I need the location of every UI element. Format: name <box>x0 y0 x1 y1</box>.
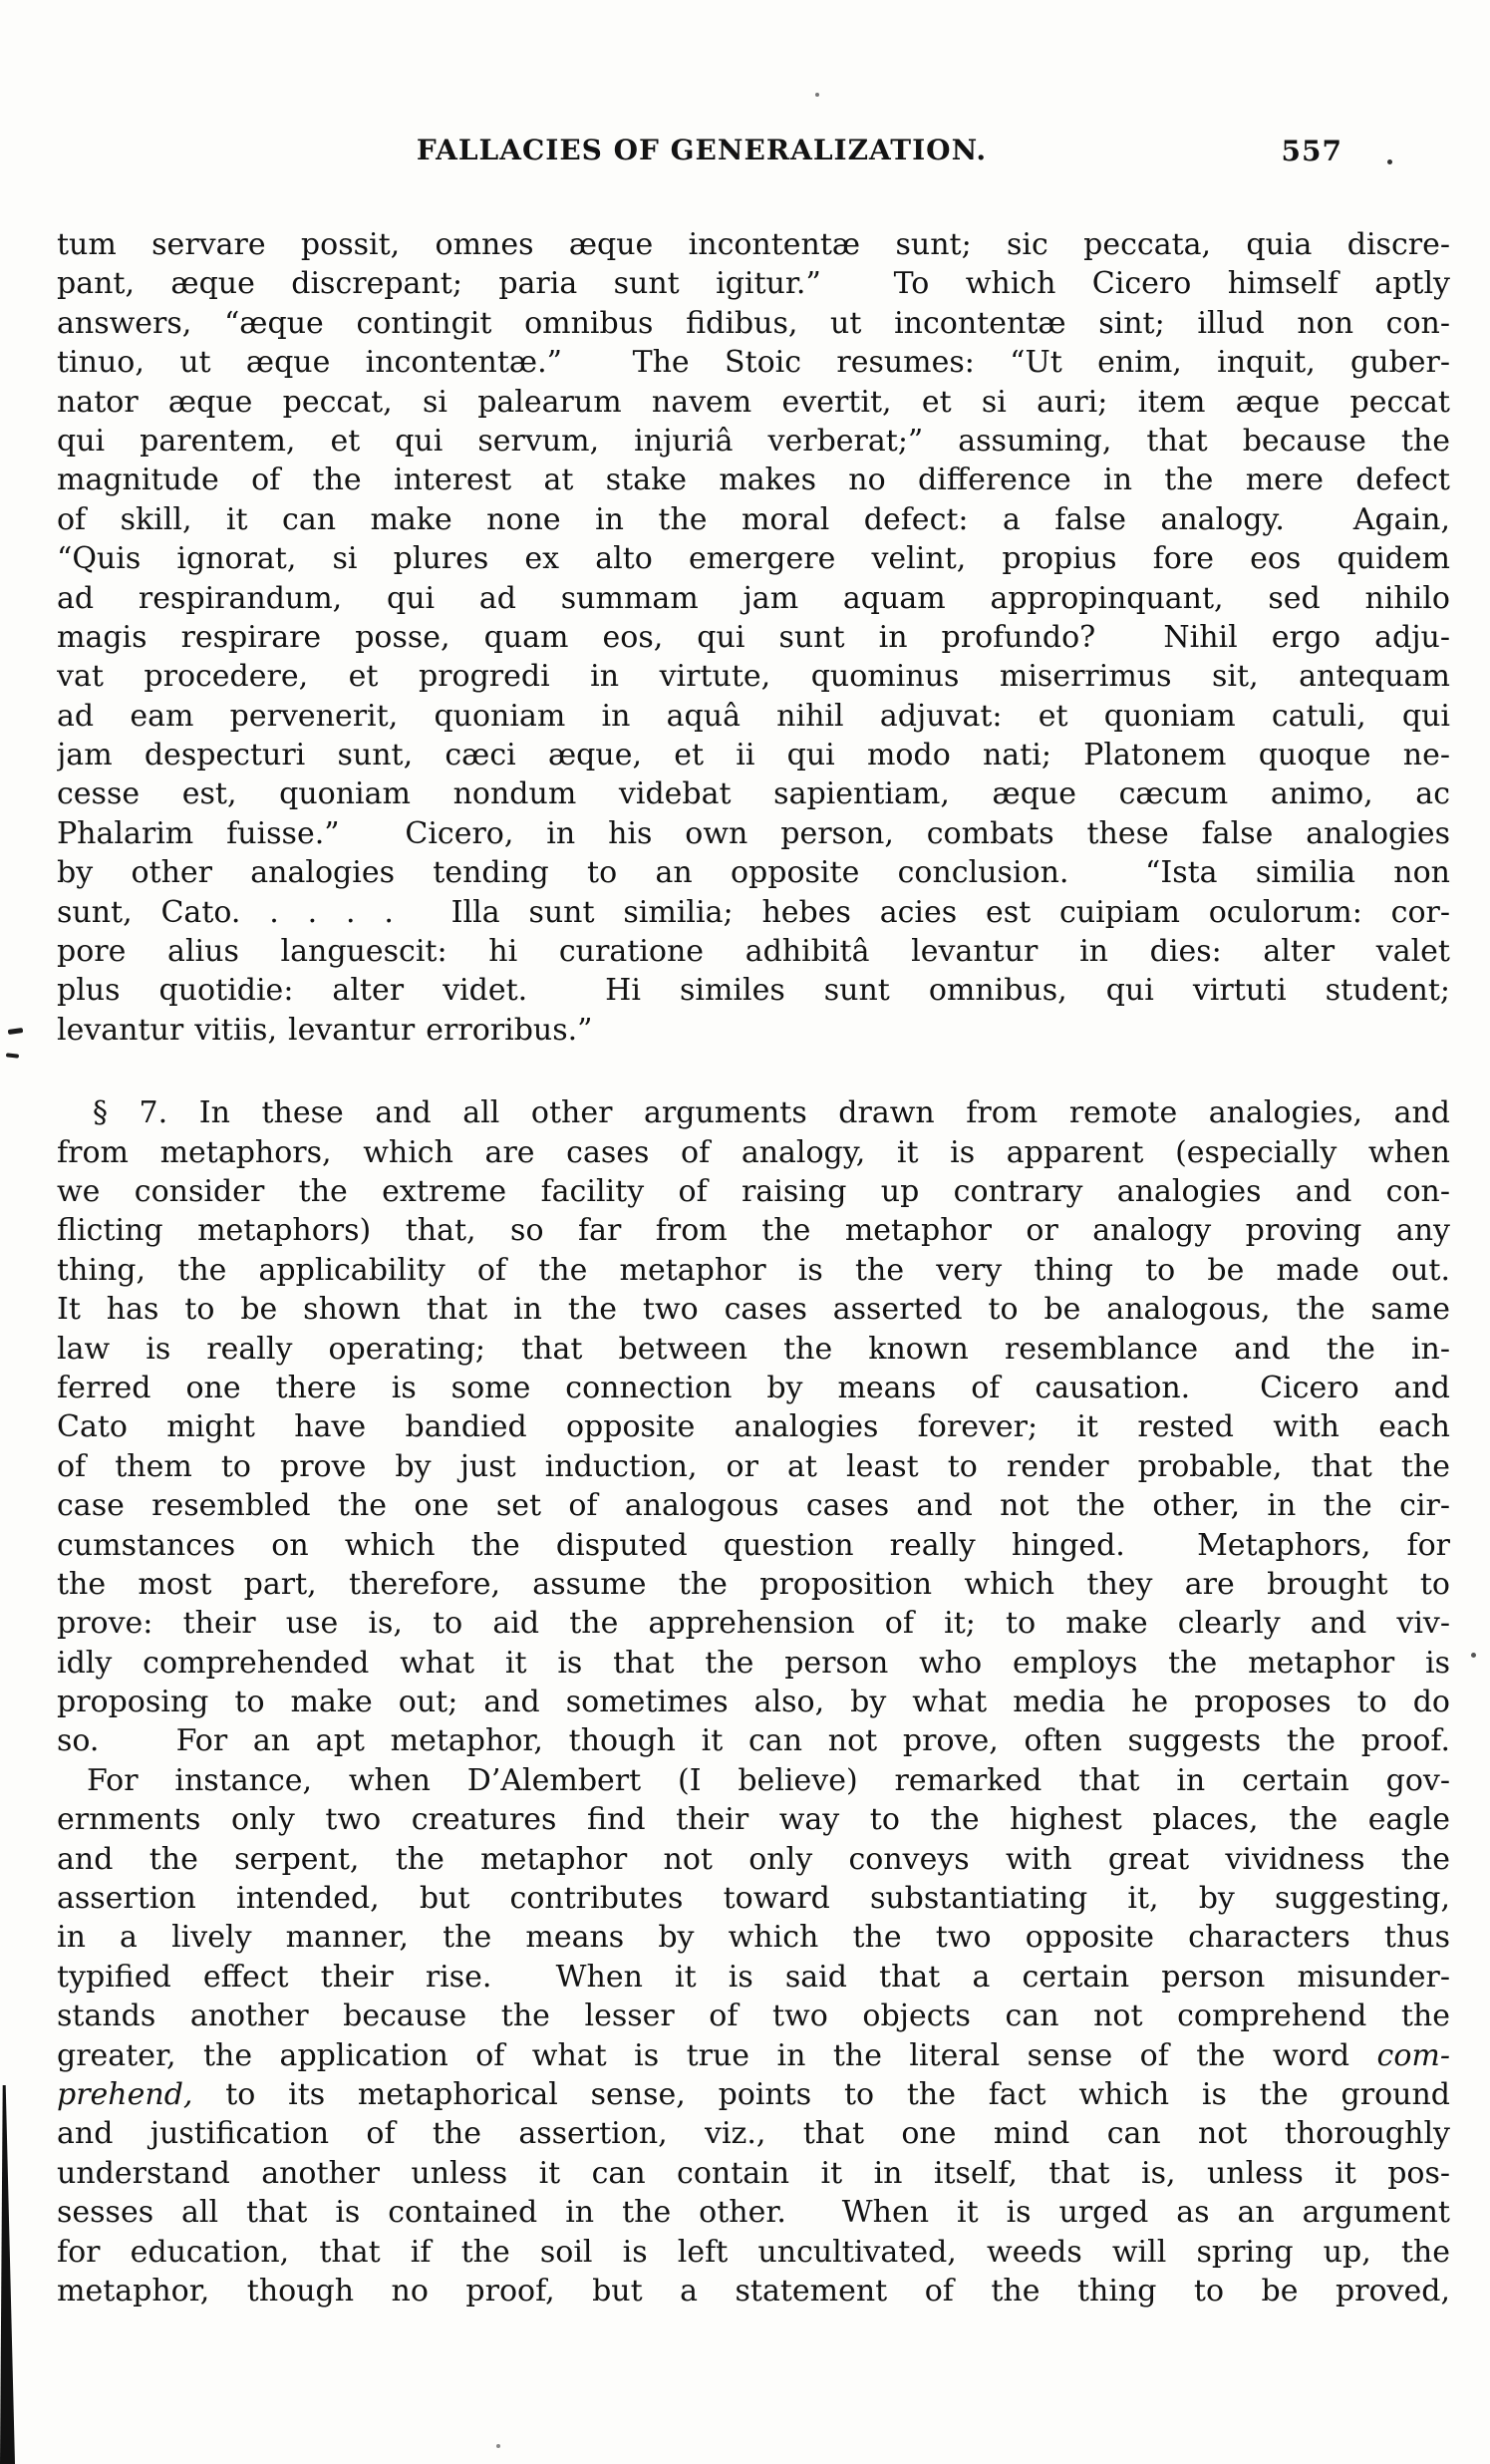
scan-edge-streak-artifact <box>0 2085 15 2464</box>
text-line: levantur vitiis, levantur erroribus.” <box>57 1012 593 1048</box>
scan-speck-artifact <box>815 93 819 97</box>
text-line: sesses all that is contained in the other. When it is urged as an argument <box>57 2195 1450 2231</box>
text-line: and justification of the assertion, viz., that one mind can not thoroughly <box>57 2116 1450 2152</box>
text-line: case resembled the one set of analogous cases and not the other, in the cir- <box>57 1488 1450 1524</box>
text-line: proposing to make out; and sometimes also, by what media he proposes to do <box>57 1685 1450 1720</box>
text-line: law is really operating; that between the known resemblance and the in- <box>57 1331 1450 1367</box>
text-segment: greater, the application of what is true in the literal sense of the word <box>57 2037 1377 2073</box>
text-line <box>57 2075 1450 2114</box>
italic-text-segment: com- <box>1376 2037 1450 2073</box>
paragraph-1 <box>57 225 1450 1050</box>
text-line: flicting metaphors) that, so far from the metaphor or analogy proving any <box>57 1213 1450 1249</box>
paragraph-2 <box>57 1093 1450 1761</box>
text-line: magnitude of the interest at stake makes no difference in the mere defect <box>57 462 1450 498</box>
page-number-dot-artifact <box>1387 159 1392 164</box>
text-line: cesse est, quoniam nondum videbat sapientiam, æque cæcum animo, ac <box>57 776 1450 812</box>
text-line: assertion intended, but contributes toward substantiating it, by suggesting, <box>57 1881 1450 1917</box>
text-line: thing, the applicability of the metaphor is the very thing to be made out. <box>57 1252 1450 1288</box>
text-line: ferred one there is some connection by means of causation. Cicero and <box>57 1370 1450 1405</box>
text-line: the most part, therefore, assume the proposition which they are brought to <box>57 1566 1450 1602</box>
text-line: § 7. In these and all other arguments drawn from remote analogies, and <box>93 1095 1450 1131</box>
text-line: metaphor, though no proof, but a statement of the thing to be proved, <box>57 2273 1450 2309</box>
text-line: ad respirandum, qui ad summam jam aquam appropinquant, sed nihilo <box>57 580 1450 616</box>
text-line: qui parentem, et qui servum, injuriâ verberat;” assuming, that because the <box>57 423 1450 459</box>
text-line: For instance, when D’Alembert (I believe) remarked that in certain gov- <box>87 1762 1450 1798</box>
text-line: It has to be shown that in the two cases asserted to be analogous, the same <box>57 1292 1450 1328</box>
text-line: vat procedere, et progredi in virtute, quominus miserrimus sit, antequam <box>57 659 1450 695</box>
text-line: for education, that if the soil is left uncultivated, weeds will spring up, the <box>57 2234 1450 2270</box>
text-line: by other analogies tending to an opposite conclusion. “Ista similia non <box>57 855 1450 891</box>
text-line: in a lively manner, the means by which the two opposite characters thus <box>57 1920 1450 1956</box>
text-line: Phalarim fuisse.” Cicero, in his own person, combats these false analogies <box>57 815 1450 851</box>
scan-speck-artifact <box>496 2444 500 2448</box>
text-line: sunt, Cato. . . . . Illa sunt similia; hebes acies est cuipiam oculorum: cor- <box>57 894 1450 930</box>
text-line: tum servare possit, omnes æque incontentæ sunt; sic peccata, quia discre- <box>57 227 1450 262</box>
text-line: typified effect their rise. When it is said that a certain person misunder- <box>57 1959 1450 1995</box>
text-segment: to its metaphorical sense, points to the fact which is the ground <box>192 2076 1450 2112</box>
text-line: idly comprehended what it is that the person who employs the metaphor is <box>57 1645 1450 1681</box>
italic-text-segment: prehend, <box>57 2076 193 2112</box>
text-block <box>57 225 1450 2310</box>
margin-mark-artifact <box>6 1053 19 1058</box>
text-line: pore alius languescit: hi curatione adhibitâ levantur in dies: alter valet <box>57 934 1450 970</box>
page-header <box>57 134 1450 173</box>
running-title: FALLACIES OF GENERALIZATION. <box>416 134 988 166</box>
text-line: and the serpent, the metaphor not only conveys with great vividness the <box>57 1841 1450 1877</box>
text-line: we consider the extreme facility of raising up contrary analogies and con- <box>57 1173 1450 1209</box>
text-line: nator æque peccat, si palearum navem evertit, et si auri; item æque peccat <box>57 384 1450 420</box>
text-line: pant, æque discrepant; paria sunt igitur.” To which Cicero himself aptly <box>57 266 1450 302</box>
margin-mark-artifact <box>8 1028 24 1035</box>
text-line <box>57 2036 1450 2075</box>
text-line: answers, “æque contingit omnibus fidibus, ut incontentæ sint; illud non con- <box>57 305 1450 341</box>
text-line: tinuo, ut æque incontentæ.” The Stoic resumes: “Ut enim, inquit, guber- <box>57 345 1450 381</box>
text-line: of them to prove by just induction, or at least to render probable, that the <box>57 1448 1450 1484</box>
paragraph-3 <box>57 1761 1450 2310</box>
text-line: “Quis ignorat, si plures ex alto emergere velint, propius fore eos quidem <box>57 541 1450 577</box>
text-line: plus quotidie: alter videt. Hi similes sunt omnibus, qui virtuti student; <box>57 973 1450 1009</box>
text-line: ernments only two creatures find their way to the highest places, the eagle <box>57 1802 1450 1838</box>
text-line: from metaphors, which are cases of analogy, it is apparent (especially when <box>57 1134 1450 1170</box>
text-line: prove: their use is, to aid the apprehension of it; to make clearly and viv- <box>57 1606 1450 1642</box>
text-line: magis respirare posse, quam eos, qui sunt in profundo? Nihil ergo adju- <box>57 619 1450 655</box>
text-line: Cato might have bandied opposite analogies forever; it rested with each <box>57 1409 1450 1445</box>
scan-speck-artifact <box>1471 1653 1476 1658</box>
text-line: stands another because the lesser of two objects can not comprehend the <box>57 1999 1450 2034</box>
page-number: 557 <box>1281 135 1342 167</box>
text-line: understand another unless it can contain it in itself, that is, unless it pos- <box>57 2155 1450 2191</box>
text-line: ad eam pervenerit, quoniam in aquâ nihil adjuvat: et quoniam catuli, qui <box>57 698 1450 734</box>
text-line: jam despecturi sunt, cæci æque, et ii qui modo nati; Platonem quoque ne- <box>57 738 1450 773</box>
text-line: of skill, it can make none in the moral defect: a false analogy. Again, <box>57 501 1450 537</box>
text-line: so. For an apt metaphor, though it can not prove, often suggests the proof. <box>57 1723 1450 1759</box>
text-line: cumstances on which the disputed question really hinged. Metaphors, for <box>57 1527 1450 1563</box>
